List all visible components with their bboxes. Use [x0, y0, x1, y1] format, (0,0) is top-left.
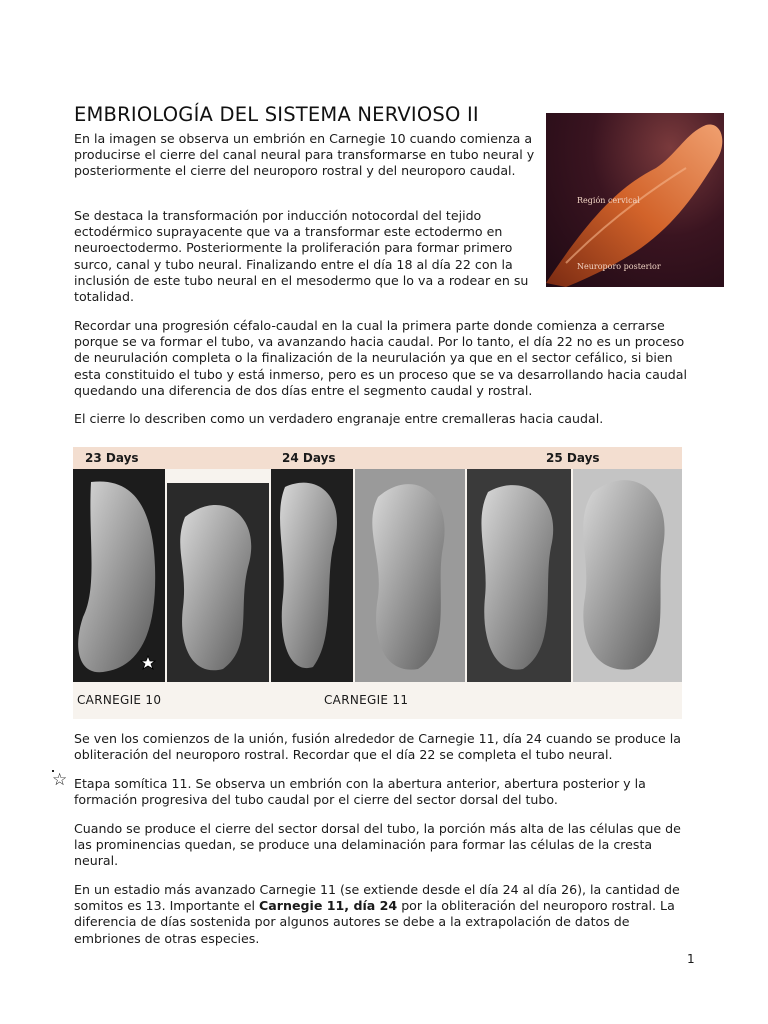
- star-icon: ☆: [52, 770, 68, 790]
- paragraph-neural-crest: Cuando se produce el cierre del sector dorsal del tubo, la porción más alta de las células que de las prominencias quedan, se produce una delaminación para formar las células de la cresta neural.: [74, 821, 681, 869]
- embryo-sem-images: [73, 447, 682, 719]
- paragraph-carnegie-11: [74, 882, 699, 947]
- figure-day-23: 23 Days: [85, 451, 139, 465]
- paragraph-progression: Recordar una progresión céfalo-caudal en la cual la primera parte donde comienza a cerrarse porque se va formar el tubo, va avanzando hacia caudal. Por lo tanto, el día 22 no es un proceso de neurulación completa o la finalización de la neurulación ya que en el sector cefálico, si bien esta constituido el tubo y está inmerso, pero es un proceso que se va desarrollando hacia caudal quedando una diferencia de dos días entre el segmento caudal y rostral.: [74, 318, 687, 398]
- paragraph-carnegie-11-bold: Carnegie 11, día 24: [259, 898, 398, 914]
- figure-day-24: 24 Days: [282, 451, 336, 465]
- paragraph-carnegie-11-part2: por la obliteración del neuroporo rostral. La diferencia de días sostenida por algunos autores se debe a la extrapolación de datos de embriones de otras especies.: [74, 898, 675, 946]
- figure-caption-carnegie-11: CARNEGIE 11: [324, 693, 409, 707]
- page-number: 1: [687, 952, 695, 966]
- paragraph-carnegie-11-part1: En un estadio más avanzado Carnegie 11 (se extiende desde el día 24 al día 26), la cantidad de somitos es 13. Importante el: [74, 882, 680, 914]
- photo-label-cervical: Región cervical: [577, 196, 640, 205]
- paragraph-somitic-stage: Etapa somítica 11. Se observa un embrión con la abertura anterior, abertura posterior y la formación progresiva del tubo caudal por el cierre del sector dorsal del tubo.: [74, 776, 646, 808]
- photo-label-neuropore: Neuroporo posterior: [577, 262, 661, 271]
- paragraph-intro: En la imagen se observa un embrión en Carnegie 10 cuando comienza a producirse el cierre del canal neural para transformarse en tubo neural y posteriormente el cierre del neuroporo rostral y del neuroporo caudal.: [74, 131, 535, 179]
- paragraph-zipper: El cierre lo describen como un verdadero engranaje entre cremalleras hacia caudal.: [74, 411, 604, 426]
- document-title: EMBRIOLOGÍA DEL SISTEMA NERVIOSO II: [74, 103, 479, 126]
- embryo-stages-figure: [73, 447, 682, 719]
- figure-caption-carnegie-10: CARNEGIE 10: [77, 693, 162, 707]
- paragraph-induction: Se destaca la transformación por inducción notocordal del tejido ectodérmico suprayacente que va a transformar este ectodermo en neuroectodermo. Posteriormente la proliferación para formar primero surco, canal y tubo neural. Finalizando entre el día 18 al día 22 con la inclusión de este tubo neural en el mesodermo que lo va a rodear en su totalidad.: [74, 208, 529, 305]
- figure-day-25: 25 Days: [546, 451, 600, 465]
- paragraph-fusion: Se ven los comienzos de la unión, fusión alrededor de Carnegie 11, día 24 cuando se produce la obliteración del neuroporo rostral. Recordar que el día 22 se completa el tubo neural.: [74, 731, 682, 763]
- embryo-photo: [546, 113, 724, 287]
